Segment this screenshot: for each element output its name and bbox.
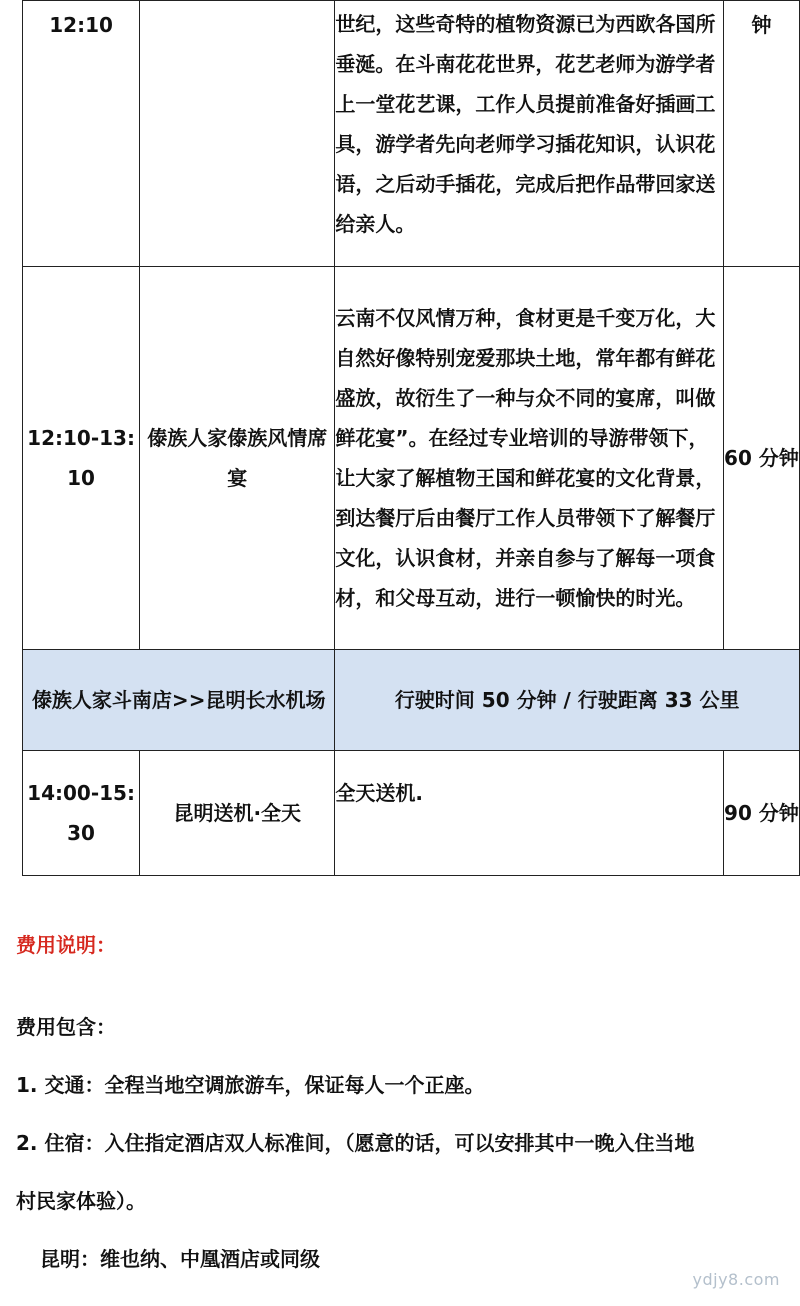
- time-cell: 12:10-13:10: [23, 267, 140, 650]
- activity-cell: 傣族人家傣族风情席宴: [140, 267, 335, 650]
- description-cell: 全天送机.: [335, 751, 724, 876]
- duration-cell: 钟: [723, 1, 799, 267]
- transfer-row: [23, 650, 800, 751]
- description-cell: 云南不仅风情万种，食材更是千变万化，大自然好像特别宠爱那块土地，常年都有鲜花盛放，故衍生了一种与众不同的宴席，叫做鲜花宴”。在经过专业培训的导游带领下，让大家了解植物王国和鲜花宴的文化背景，到达餐厅后由餐厅工作人员带领下了解餐厅文化，认识食材，并亲自参与了解每一项食材，和父母互动，进行一顿愉快的时光。: [335, 267, 724, 650]
- transfer-info-cell: 行驶时间 50 分钟 / 行驶距离 33 公里: [335, 650, 800, 751]
- time-cell: 12:10: [23, 1, 140, 267]
- transfer-route-cell: 傣族人家斗南店>>昆明长水机场: [23, 650, 335, 751]
- table-row: [23, 267, 800, 650]
- itinerary-table: [22, 0, 800, 876]
- fees-hotel-line: 昆明：维也纳、中凰酒店或同级: [40, 1247, 320, 1271]
- activity-cell: 昆明送机·全天: [140, 751, 335, 876]
- table-row: [23, 751, 800, 876]
- watermark: ydjy8.com: [692, 1270, 780, 1289]
- fees-item-lodging: 2. 住宿：入住指定酒店双人标准间，（愿意的话，可以安排其中一晚入住当地: [16, 1131, 695, 1155]
- table-row: [23, 1, 800, 267]
- description-cell: 世纪，这些奇特的植物资源已为西欧各国所垂涎。在斗南花花世界，花艺老师为游学者上一堂花艺课，工作人员提前准备好插画工具，游学者先向老师学习插花知识，认识花语，之后动手插花，完成后把作品带回家送给亲人。: [335, 1, 724, 267]
- time-cell: 14:00-15:30: [23, 751, 140, 876]
- fees-item-transport: 1. 交通：全程当地空调旅游车，保证每人一个正座。: [16, 1073, 485, 1097]
- fees-item-lodging-cont: 村民家体验）。: [16, 1189, 146, 1213]
- duration-cell: 60 分钟: [723, 267, 799, 650]
- duration-cell: 90 分钟: [723, 751, 799, 876]
- fees-section: [16, 920, 786, 1284]
- fees-heading: 费用说明：: [16, 933, 116, 957]
- fees-includes-title: 费用包含：: [16, 1015, 116, 1039]
- activity-cell: [140, 1, 335, 267]
